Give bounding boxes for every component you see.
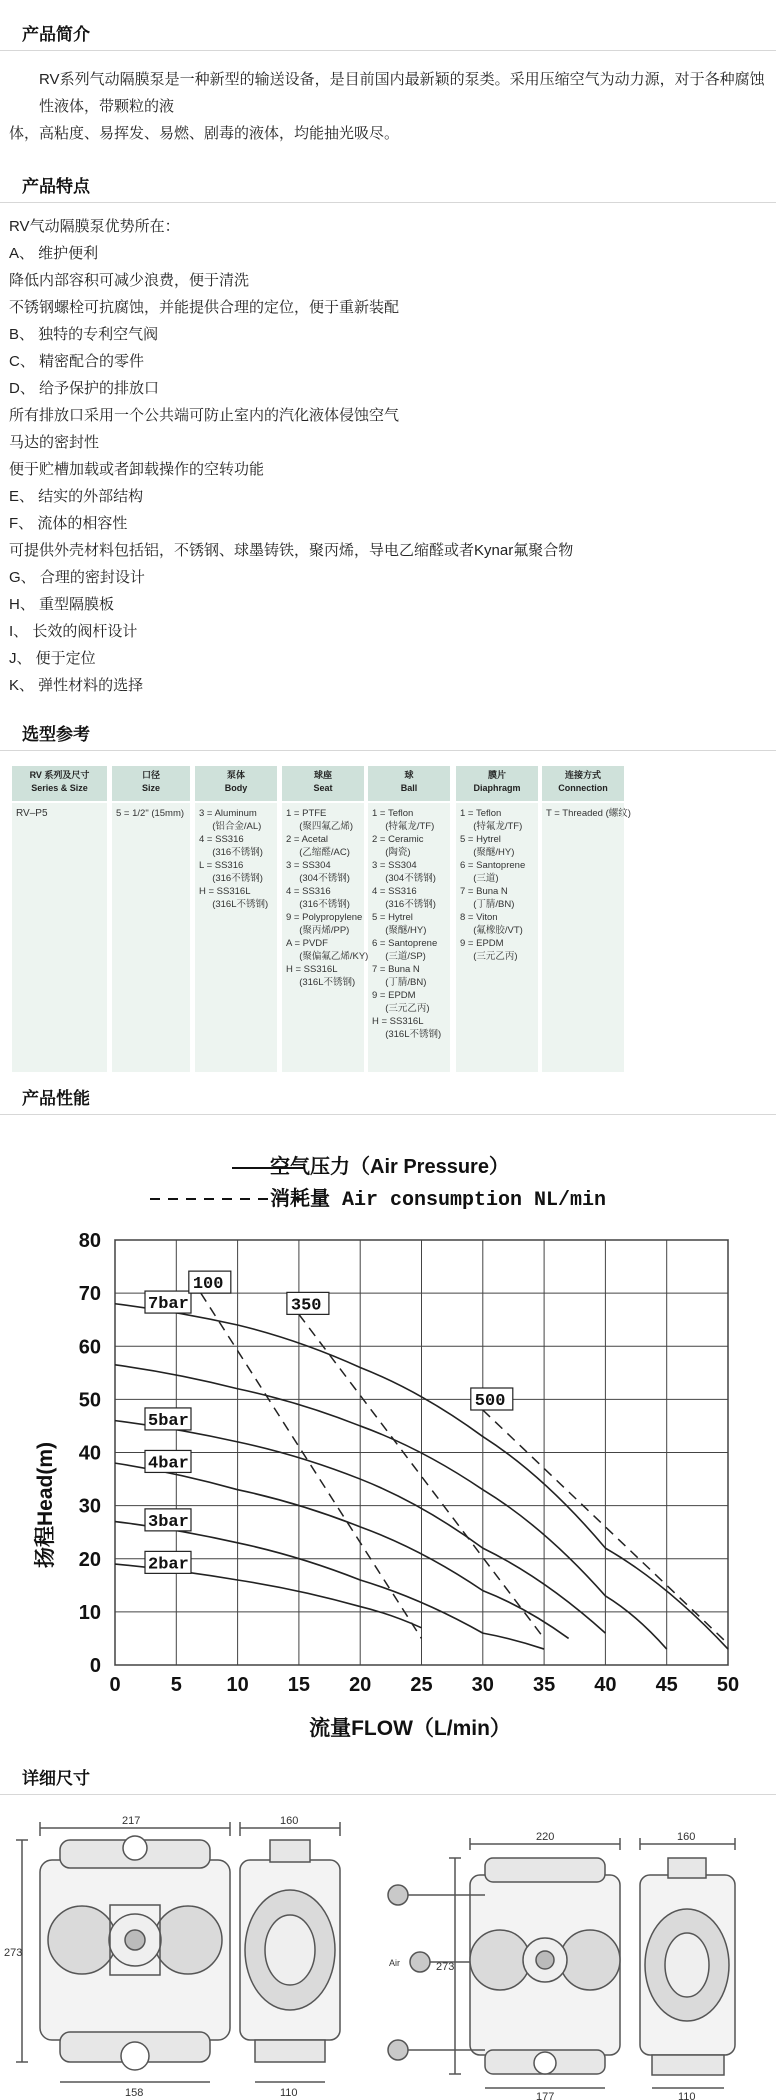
header-en: Ball	[400, 783, 418, 793]
selection-column	[456, 766, 538, 1066]
dim-depth-label: 160	[280, 1815, 299, 1827]
selection-column-header	[195, 766, 277, 803]
feature-line: J、 便于定位	[9, 650, 96, 667]
header-en: Diaphragm	[473, 783, 521, 793]
side-view-drawing-1	[240, 1822, 340, 2082]
selection-column-options: 1 = Teflon (特氟龙/TF) 2 = Ceramic (陶瓷) 3 = SS304 (304不锈钢) 4 = SS316 (316不锈钢) 5 = Hytrel (聚醚/HY) 6 = Santoprene (三道/SP) 7 = Buna N (丁腈/BN) 9 = EPDM (三元乙丙) H = SS316L (316L不锈钢)	[368, 803, 450, 1072]
x-tick-label: 45	[655, 1674, 678, 1696]
side-view-drawing-2	[640, 1838, 735, 2088]
x-tick-label: 10	[226, 1674, 249, 1696]
header-cn: 连接方式	[564, 770, 601, 780]
feature-line: 便于贮槽加载或者卸载操作的空转功能	[9, 461, 265, 478]
y-tick-label: 30	[78, 1495, 101, 1518]
header-en: Size	[141, 783, 160, 793]
selection-column-header	[12, 766, 107, 803]
header-en: Seat	[313, 783, 333, 793]
selection-column-header	[282, 766, 364, 803]
pressure-label: 4bar	[148, 1454, 189, 1474]
section-header-intro	[0, 14, 776, 51]
x-tick-label: 25	[410, 1674, 433, 1696]
section-header-performance	[0, 1078, 776, 1115]
header-cn: RV 系列及尺寸	[29, 770, 90, 780]
feature-line: E、 结实的外部结构	[9, 488, 144, 505]
air-inlet-label: Air	[389, 1958, 400, 1968]
dim-width-label-2: 220	[536, 1831, 555, 1843]
front-view-drawing-1	[16, 1822, 230, 2082]
x-tick-label: 0	[109, 1674, 121, 1696]
selection-column-options: RV–P5	[12, 803, 107, 1072]
y-tick-label: 20	[78, 1548, 101, 1571]
header-cn: 球座	[313, 770, 332, 780]
y-axis-label: 扬程Head(m)	[34, 1441, 57, 1569]
y-tick-label: 60	[78, 1336, 101, 1359]
feature-line: D、 给予保护的排放口	[9, 380, 160, 397]
pressure-label: 2bar	[148, 1555, 189, 1575]
header-cn: 膜片	[487, 770, 506, 780]
selection-column-options: 3 = Aluminum (铝合金/AL) 4 = SS316 (316不锈钢) L = SS316 (316不锈钢) H = SS316L (316L不锈钢)	[195, 803, 277, 1072]
selection-column	[368, 766, 450, 1066]
pressure-label: 7bar	[148, 1295, 189, 1315]
selection-column-options: 1 = Teflon (特氟龙/TF) 5 = Hytrel (聚醚/HY) 6 = Santoprene (三道) 7 = Buna N (丁腈/BN) 8 = Viton (氟橡胶/VT) 9 = EPDM (三元乙丙)	[456, 803, 538, 1072]
section-title: 产品简介	[22, 25, 90, 44]
feature-line: 马达的密封性	[9, 434, 100, 451]
selection-column	[282, 766, 369, 1066]
section-title: 详细尺寸	[22, 1769, 90, 1788]
header-en: Series & Size	[31, 783, 88, 793]
selection-column-header	[112, 766, 190, 803]
selection-column-header	[368, 766, 450, 803]
selection-column-options: 5 = 1/2" (15mm)	[112, 803, 190, 1072]
y-tick-label: 70	[78, 1283, 101, 1306]
feature-line: 可提供外壳材料包括铝，不锈钢、球墨铸铁，聚丙烯，导电乙缩醛或者Kynar氟聚合物	[9, 542, 574, 559]
feature-line: B、 独特的专利空气阀	[9, 326, 159, 343]
selection-table	[12, 766, 764, 1066]
feature-line: 所有排放口采用一个公共端可防止室内的汽化液体侵蚀空气	[9, 407, 400, 424]
y-tick-label: 40	[78, 1442, 101, 1465]
dim-depth-label-2: 160	[677, 1831, 696, 1843]
x-tick-label: 5	[170, 1674, 182, 1696]
dim-side-base-label: 110	[280, 2087, 298, 2099]
header-cn: 球	[404, 770, 414, 780]
section-header-dimensions	[0, 1758, 776, 1795]
consumption-label: 350	[290, 1296, 322, 1316]
feature-line: G、 合理的密封设计	[9, 569, 145, 586]
performance-chart	[0, 1125, 776, 1765]
feature-line: 降低内部容积可减少浪费，便于清洗	[9, 272, 250, 289]
header-en: Body	[224, 783, 248, 793]
consumption-label: 100	[192, 1275, 224, 1295]
selection-column	[542, 766, 631, 1066]
dim-side-base-label-2: 110	[678, 2091, 696, 2100]
feature-line: H、 重型隔膜板	[9, 596, 115, 613]
section-title: 选型参考	[22, 725, 90, 744]
dim-base-label: 158	[125, 2087, 144, 2099]
intro-line: RV系列气动隔膜泵是一种新型的输送设备，是目前国内最新颖的泵类。采用压缩空气为动力源，对于各种腐蚀性液体，带颗粒的液	[39, 71, 765, 115]
y-tick-label: 50	[78, 1389, 101, 1412]
y-tick-label: 0	[89, 1655, 101, 1677]
feature-line: I、 长效的阀杆设计	[9, 623, 138, 640]
selection-column-header	[542, 766, 624, 803]
pressure-label: 5bar	[148, 1411, 189, 1431]
chart-legend	[150, 1154, 606, 1212]
consumption-line	[201, 1293, 422, 1638]
intro-paragraph	[9, 66, 769, 147]
selection-column	[12, 766, 107, 1066]
header-en: Connection	[558, 783, 608, 793]
selection-column	[112, 766, 190, 1066]
section-title: 产品特点	[22, 177, 90, 196]
feature-line: K、 弹性材料的选择	[9, 677, 144, 694]
x-tick-label: 20	[349, 1674, 372, 1696]
dimension-drawings	[0, 1800, 776, 2100]
dim-width-label: 217	[122, 1815, 141, 1827]
x-axis-label: 流量FLOW（L/min）	[309, 1717, 511, 1740]
features-list	[9, 213, 573, 699]
intro-line: 体，高粘度、易挥发、易燃、剧毒的液体，均能抽光吸尽。	[9, 125, 400, 142]
header-cn: 口径	[141, 770, 160, 780]
y-tick-label: 80	[78, 1230, 101, 1252]
feature-line: C、 精密配合的零件	[9, 353, 145, 370]
section-title: 产品性能	[22, 1089, 90, 1108]
feature-line: A、 维护便利	[9, 245, 99, 262]
section-header-selection	[0, 714, 776, 751]
pressure-curve	[115, 1522, 544, 1650]
x-tick-label: 50	[716, 1674, 740, 1696]
selection-column-options: 1 = PTFE (聚四氟乙烯) 2 = Acetal (乙缩醛/AC) 3 = SS304 (304不锈钢) 4 = SS316 (316不锈钢) 9 = Polypropylene (聚丙烯/PP) A = PVDF (聚偏氟乙烯/KY) H = SS316L (316L不锈钢)	[282, 803, 364, 1072]
selection-column-options: T = Threaded (螺纹)	[542, 803, 624, 1072]
x-tick-label: 15	[287, 1674, 311, 1696]
front-view-drawing-2	[388, 1838, 620, 2088]
y-tick-label: 10	[78, 1601, 101, 1624]
legend-label-consumption: 消耗量 Air consumption NL/min	[270, 1189, 607, 1212]
x-tick-label: 40	[594, 1674, 617, 1696]
section-header-features	[0, 166, 776, 203]
feature-line: 不锈钢螺栓可抗腐蚀，并能提供合理的定位，便于重新装配	[9, 299, 400, 316]
dim-height-label: 273	[4, 1947, 23, 1959]
dim-base-label-2: 177	[536, 2091, 555, 2100]
feature-line: RV气动隔膜泵优势所在：	[9, 218, 180, 235]
x-tick-label: 35	[532, 1674, 556, 1696]
selection-column	[195, 766, 277, 1066]
pressure-label: 3bar	[148, 1512, 189, 1532]
feature-line: F、 流体的相容性	[9, 515, 128, 532]
legend-label-pressure: 空气压力（Air Pressure）	[270, 1156, 509, 1178]
consumption-label: 500	[474, 1392, 506, 1411]
selection-column-header	[456, 766, 538, 803]
dim-height-label-2: 273	[436, 1961, 455, 1973]
x-tick-label: 30	[471, 1674, 494, 1696]
header-cn: 泵体	[226, 770, 245, 780]
